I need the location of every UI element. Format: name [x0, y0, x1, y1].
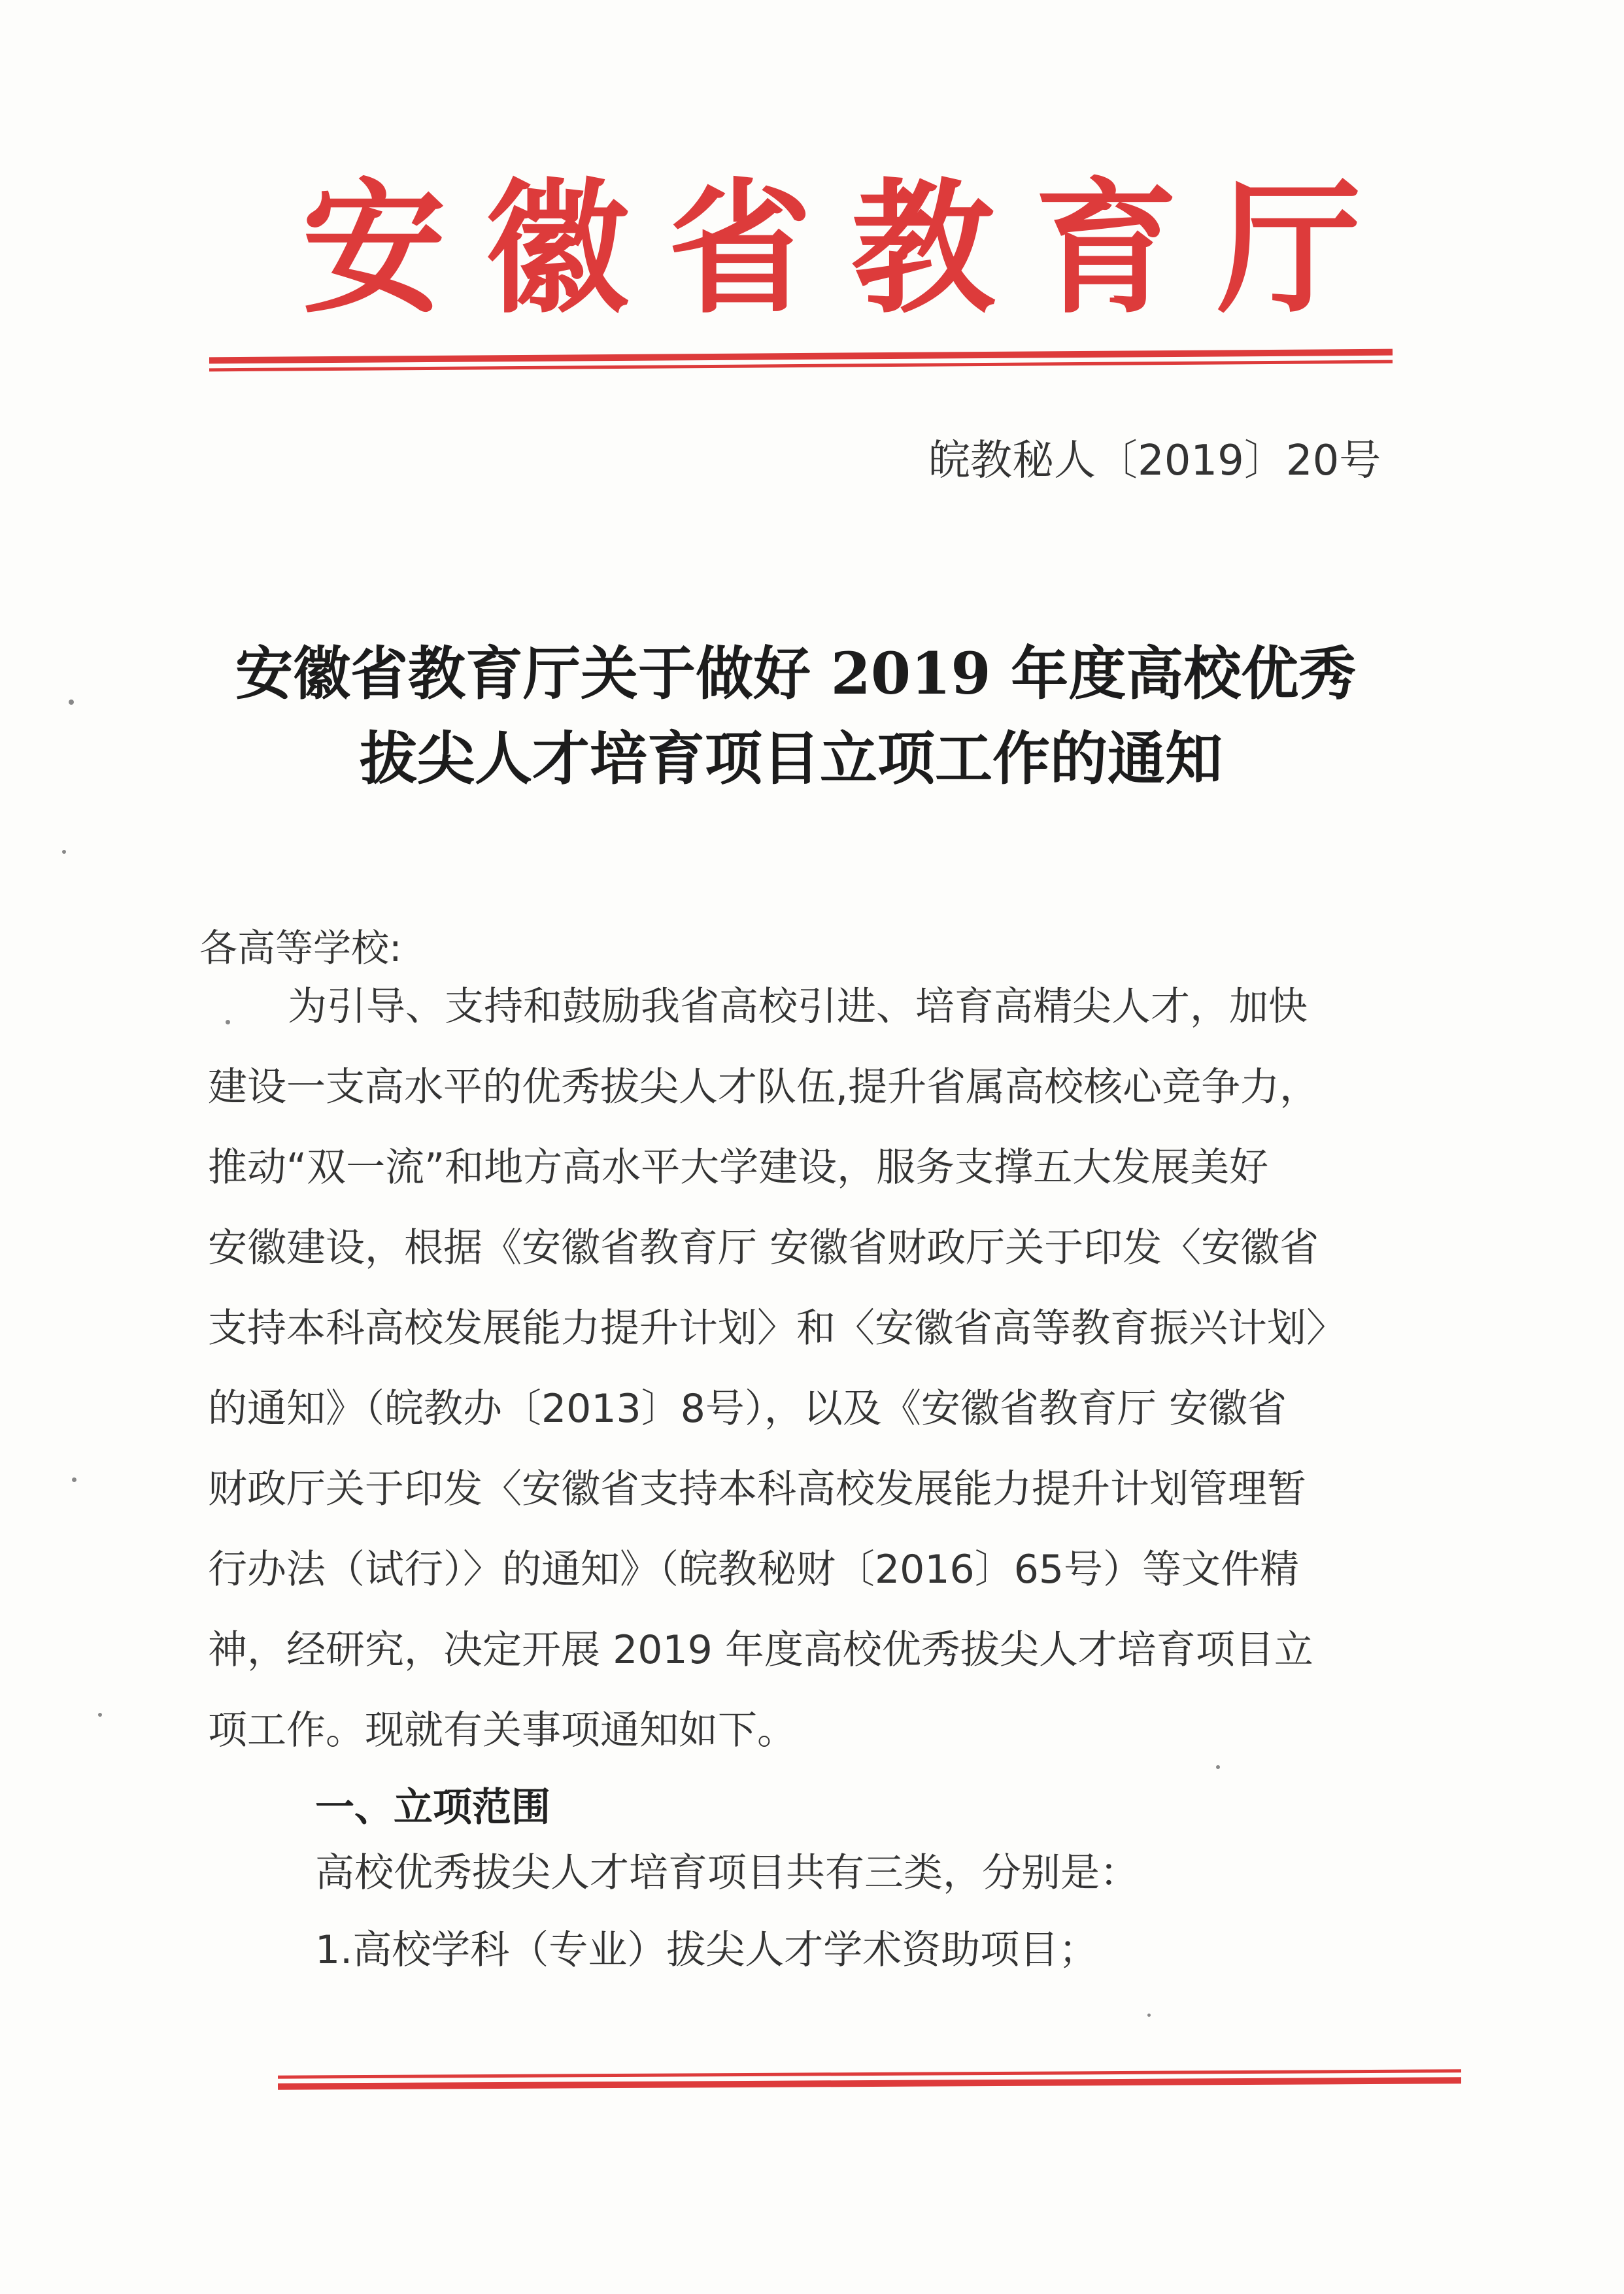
document-number: 皖教秘人〔2019〕20号 — [928, 437, 1381, 485]
body-line: 安徽建设，根据《安徽省教育厅 安徽省财政厅关于印发〈安徽省 — [208, 1225, 1319, 1271]
scan-speck — [1147, 2014, 1151, 2017]
scan-speck — [226, 1020, 230, 1024]
footer-rule-thin — [278, 2069, 1461, 2078]
body-line: 项工作。现就有关事项通知如下。 — [208, 1708, 796, 1753]
footer-rule-thick — [278, 2077, 1461, 2089]
body-line: 的通知》（皖教办〔2013〕8号），以及《安徽省教育厅 安徽省 — [208, 1386, 1287, 1432]
document-title — [235, 631, 1357, 801]
letterhead-title: 安徽省教育厅 — [302, 163, 1401, 333]
section-heading: 一、立项范围 — [315, 1785, 550, 1830]
scan-speck — [98, 1713, 102, 1717]
body-line: 行办法（试行）〉的通知》（皖教秘财〔2016〕65号）等文件精 — [208, 1547, 1300, 1593]
body-line: 建设一支高水平的优秀拔尖人才队伍,提升省属高校核心竞争力， — [208, 1064, 1319, 1110]
section-paragraph — [315, 1844, 1139, 1998]
section-line: 1.高校学科（专业）拔尖人才学术资助项目； — [315, 1927, 1098, 1973]
title-line-2: 拔尖人才培育项目立项工作的通知 — [359, 724, 1223, 792]
scan-speck — [72, 1477, 76, 1482]
body-line: 财政厅关于印发〈安徽省支持本科高校发展能力提升计划管理暂 — [208, 1466, 1306, 1512]
body-paragraph — [208, 977, 1424, 1781]
body-line: 神，经研究，决定开展 2019 年度高校优秀拔尖人才培育项目立 — [208, 1627, 1313, 1673]
salutation: 各高等学校: — [199, 926, 402, 970]
scan-speck — [1216, 1765, 1220, 1769]
body-line: 推动“双一流”和地方高水平大学建设，服务支撑五大发展美好 — [208, 1145, 1269, 1190]
body-line: 支持本科高校发展能力提升计划〉和〈安徽省高等教育振兴计划〉 — [208, 1306, 1345, 1351]
title-line-1: 安徽省教育厅关于做好 2019 年度高校优秀 — [235, 639, 1357, 707]
section-line: 高校优秀拔尖人才培育项目共有三类，分别是： — [315, 1850, 1139, 1896]
scan-speck — [69, 700, 74, 705]
scan-speck — [62, 850, 66, 854]
body-line: 为引导、支持和鼓励我省高校引进、培育高精尖人才，加快 — [288, 984, 1308, 1030]
